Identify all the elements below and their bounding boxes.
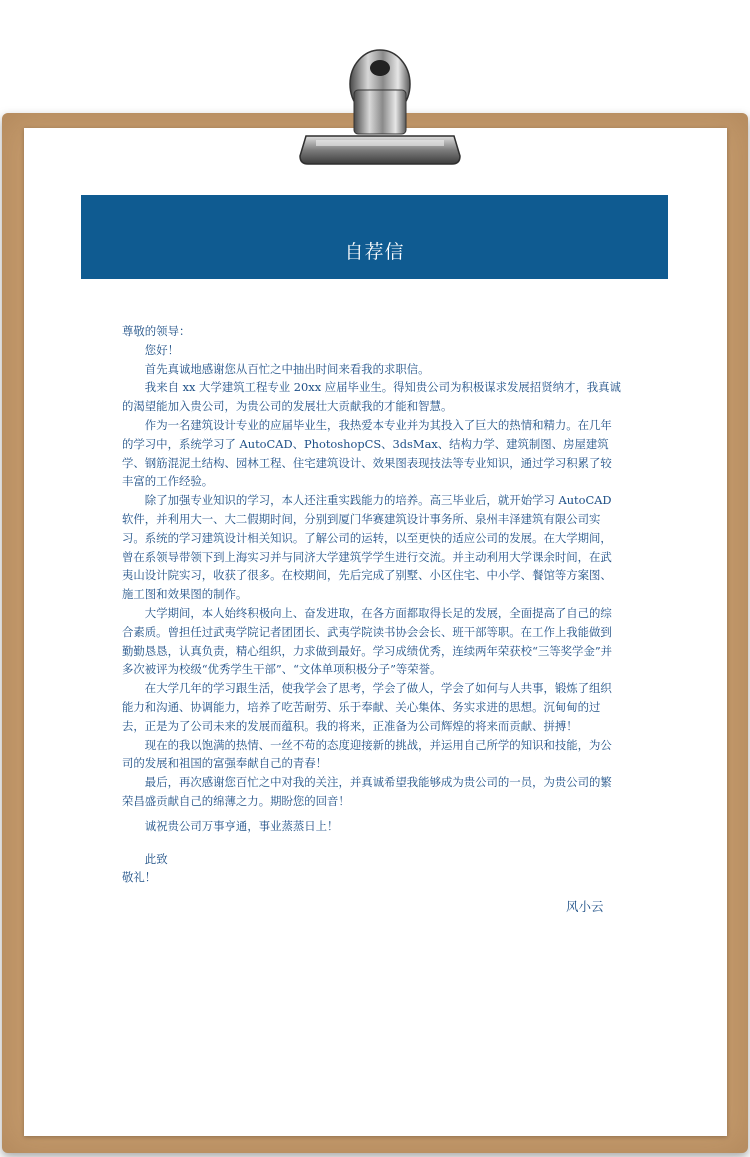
paragraph-6: 在大学几年的学习跟生活，使我学会了思考，学会了做人，学会了如何与人共事，锻炼了组织能力和沟通、协调能力，培养了吃苦耐劳、乐于奉献、关心集体、务实求进的思想。沉甸甸的过去，正是为了公司未来的发展而蕴积。我的将来，正准备为公司辉煌的将来而贡献、拼搏！ xyxy=(122,681,612,733)
binder-clip-icon xyxy=(296,24,464,170)
paragraph-2: 我来自 xx 大学建筑工程专业 20xx 应届毕业生。得知贵公司为积极谋求发展招贤纳才，我真诚的渴望能加入贵公司，为贵公司的发展壮大贡献我的才能和智慧。 xyxy=(122,380,621,414)
closing-wish: 诚祝贵公司万事亨通，事业蒸蒸日上！ xyxy=(144,818,339,833)
paragraph-3: 作为一名建筑设计专业的应届毕业生，我热爱本专业并为其投入了巨大的热情和精力。在几年的学习中，系统学习了 AutoCAD、PhotoshopCS、3dsMax、结构力学、建筑制图、房屋建筑学、钢筋混泥土结构、园林工程、住宅建筑设计、效果图表现技法等专业知识，通过学习积累了较丰富的工作经验。 xyxy=(122,417,612,489)
paragraph-8: 最后，再次感谢您百忙之中对我的关注，并真诚希望我能够成为贵公司的一员，为贵公司的繁荣昌盛贡献自己的绵薄之力。期盼您的回音！ xyxy=(122,775,612,808)
greeting: 您好！ xyxy=(144,342,179,357)
title-banner xyxy=(81,195,668,279)
closing-cizhi: 此致 xyxy=(144,851,168,866)
signature: 风小云 xyxy=(566,899,604,914)
paragraph-4: 除了加强专业知识的学习，本人还注重实践能力的培养。高三毕业后，就开始学习 AutoCAD 软件，并利用大一、大二假期时间，分别到厦门华赛建筑设计事务所、泉州丰泽建筑有限公司实习。系统的学习建筑设计相关知识。了解公司的运转，以至更快的适应公司的发展。在大学期间，曾在系领导带领下到上海实习并与同济大学建筑学学生进行交流。并主动利用大学课余时间，在武夷山设计院实习，收获了很多。在校期间，先后完成了别墅、小区住宅、中小学、餐馆等方案图、施工图和效果图的制作。 xyxy=(122,493,612,602)
closing-jingli: 敬礼！ xyxy=(122,870,157,885)
paragraph-1: 首先真诚地感谢您从百忙之中抽出时间来看我的求职信。 xyxy=(144,361,430,376)
salutation: 尊敬的领导： xyxy=(122,324,191,338)
page-title: 自荐信 xyxy=(344,240,405,263)
paragraph-7: 现在的我以饱满的热情、一丝不苟的态度迎接新的挑战，并运用自己所学的知识和技能，为公司的发展和祖国的富强奉献自己的青春！ xyxy=(122,737,612,771)
letter-body xyxy=(122,322,622,887)
paragraph-5: 大学期间，本人始终积极向上、奋发进取，在各方面都取得长足的发展，全面提高了自己的综合素质。曾担任过武夷学院记者团团长、武夷学院读书协会会长、班干部等职。在工作上我能做到勤勤恳恳，认真负责，精心组织，力求做到最好。学习成绩优秀，连续两年荣获校“三等奖学金”并多次被评为校级“优秀学生干部”、“文体单项积极分子”等荣誉。 xyxy=(122,605,613,677)
